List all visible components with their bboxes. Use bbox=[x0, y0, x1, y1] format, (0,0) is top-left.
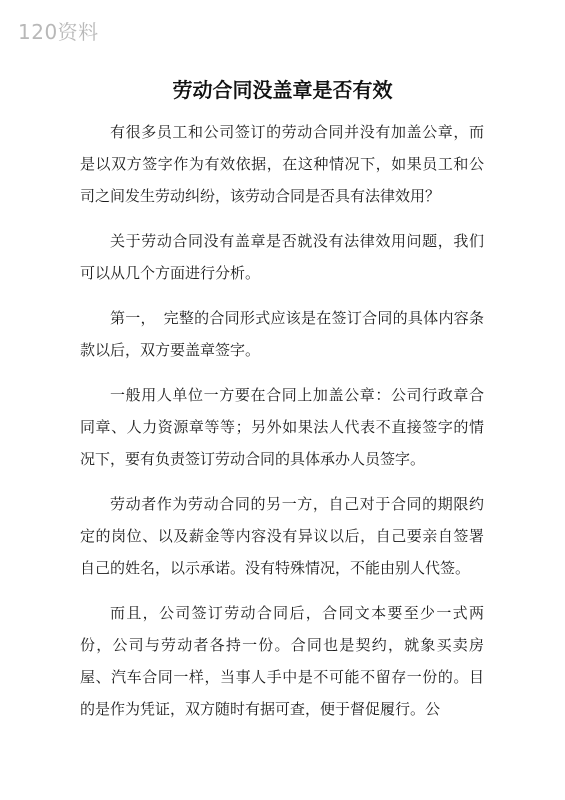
paragraph-5: 劳动者作为劳动合同的另一方，自己对于合同的期限约定的岗位、以及薪金等内容没有异议以后，自己要亲自签署自己的姓名，以示承诺。没有特殊情况，不能由别人代签。 bbox=[80, 495, 484, 577]
document-title: 劳动合同没盖章是否有效 bbox=[172, 78, 393, 102]
paragraph-1: 有很多员工和公司签订的劳动合同并没有加盖公章，而是以双方签字作为有效依据，在这种情况下，如果员工和公司之间发生劳动纠纷，该劳动合同是否具有法律效用？ bbox=[80, 123, 484, 205]
paragraph-3: 第一， 完整的合同形式应该是在签订合同的具体内容条款以后，双方要盖章签字。 bbox=[80, 309, 484, 359]
paragraph-6: 而且，公司签订劳动合同后，合同文本要至少一式两份，公司与劳动者各持一份。合同也是契约，就象买卖房屋、汽车合同一样，当事人手中是不可能不留存一份的。目的是作为凭证，双方随时有据可查，便于督促履行。公 bbox=[80, 604, 484, 718]
paragraph-2: 关于劳动合同没有盖章是否就没有法律效用问题，我们可以从几个方面进行分析。 bbox=[80, 232, 484, 282]
document-body bbox=[80, 116, 484, 738]
watermark-logo: 120资料 bbox=[18, 20, 99, 44]
paragraph-4: 一般用人单位一方要在合同上加盖公章：公司行政章合同章、人力资源章等等；另外如果法人代表不直接签字的情况下，要有负责签订劳动合同的具体承办人员签字。 bbox=[80, 386, 484, 468]
